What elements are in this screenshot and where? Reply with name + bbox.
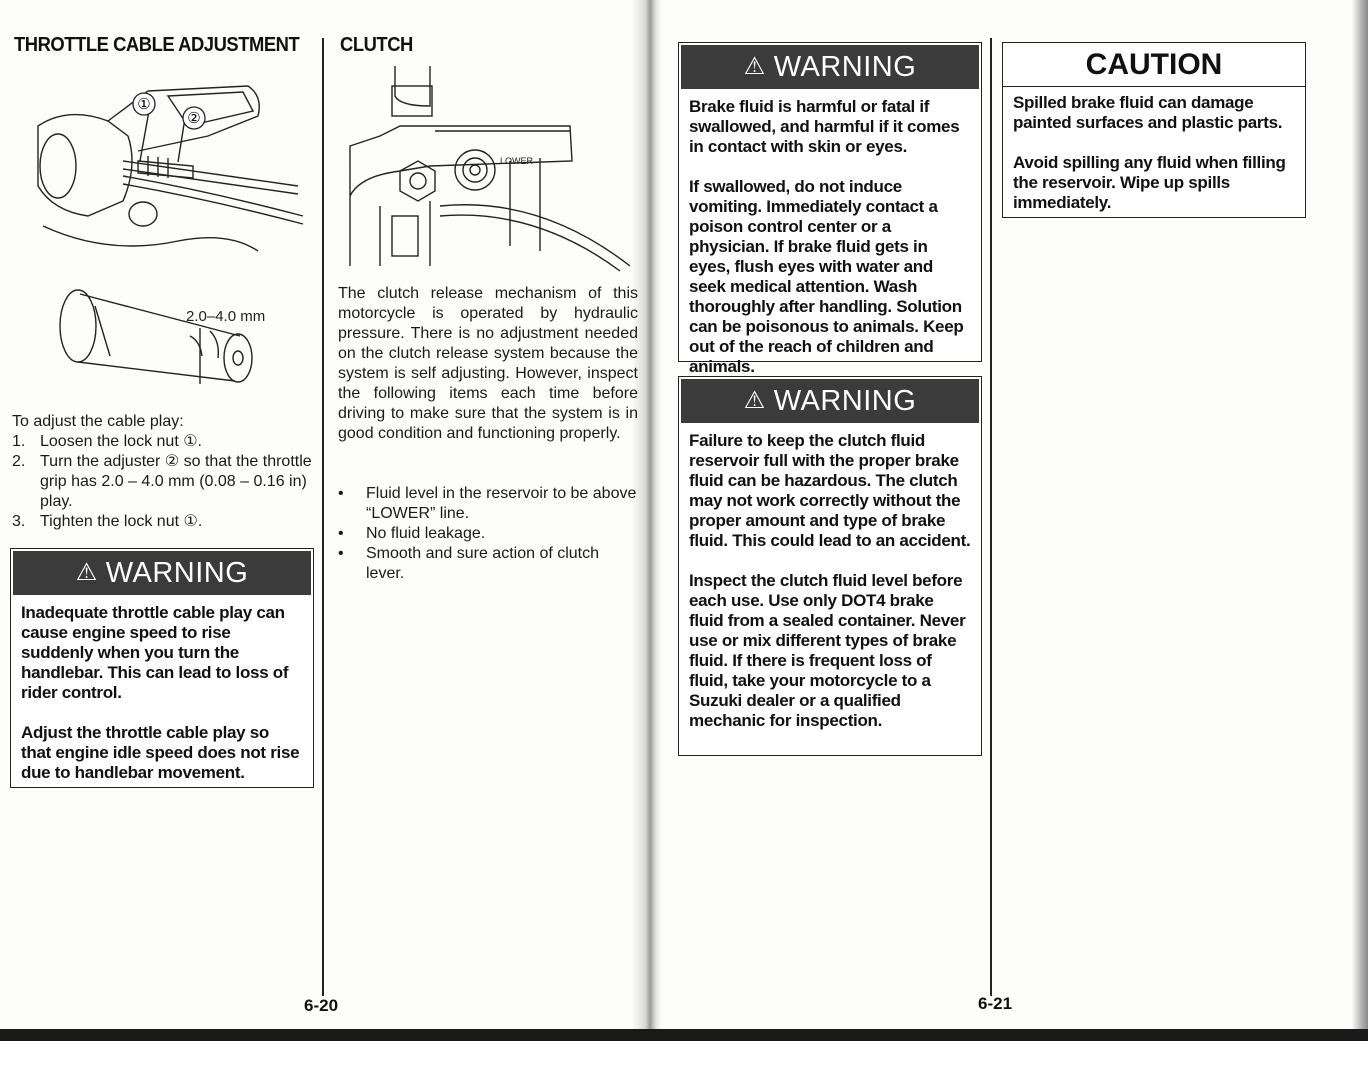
page-number-left: 6-20: [304, 996, 339, 1015]
throttle-steps: [12, 432, 316, 532]
lower-mark-label: LOWER: [500, 156, 534, 166]
warning-paragraph: If swallowed, do not induce vomiting. Immediately contact a poison control center or a physician. If brake fluid gets in eyes, flush eyes with water and seek medical attention. Wash thoroughly after handling. Solution can be poisonous to animals. Keep out of the reach of children and animals.: [689, 177, 964, 376]
brake-fluid-warning-box: [678, 42, 982, 376]
warning-header: [681, 45, 979, 89]
column-divider: [990, 38, 992, 996]
warning-body: [679, 91, 981, 377]
warning-title: WARNING: [773, 385, 917, 417]
warning-paragraph: Brake fluid is harmful or fatal if swallowed, and harmful if it comes in contact with skin or eyes.: [689, 97, 960, 156]
callout-1: ①: [137, 96, 151, 113]
clutch-intro: The clutch release mechanism of this motorcycle is operated by hydraulic pressure. There is no adjustment needed on the clutch release system because the system is self adjusting. However, inspect the following items each time before driving to make sure that the system is in good condition and functioning properly.: [338, 285, 638, 442]
caution-paragraph: Spilled brake fluid can damage painted surfaces and plastic parts.: [1013, 93, 1283, 132]
warning-body: [11, 597, 313, 783]
caution-body: [1003, 87, 1305, 213]
warning-title: WARNING: [105, 557, 249, 589]
step-text: Loosen the lock nut ①.: [40, 433, 202, 450]
step-number: 3.: [12, 513, 26, 530]
throttle-grip-illustration: [50, 286, 290, 396]
throttle-warning-box: [10, 548, 314, 788]
clutch-fluid-warning-box: [678, 376, 982, 756]
warning-header: [13, 551, 311, 595]
warning-paragraph: Failure to keep the clutch fluid reservoir full with the proper brake fluid can be hazardous. The clutch may not work correctly without the proper amount and type of brake fluid. This could lead to an accident.: [689, 431, 971, 550]
warning-paragraph: Inadequate throttle cable play can cause engine speed to rise suddenly when you turn the handlebar. This can lead to loss of rider control.: [21, 603, 289, 702]
bottom-band: [0, 1029, 1368, 1041]
warning-triangle-icon: ⚠: [75, 559, 98, 586]
page-number-right: 6-21: [978, 994, 1013, 1013]
column-divider: [322, 38, 324, 996]
check-list-item: • Smooth and sure action of clutch lever.: [338, 544, 638, 584]
step-item: [12, 432, 316, 452]
throttle-cable-illustration: [28, 66, 318, 266]
page-edge: [1352, 0, 1368, 1034]
warning-paragraph: Inspect the clutch fluid level before each use. Use only DOT4 brake fluid from a sealed container. Never use or mix different types of brake fluid. If there is frequent loss of fluid, take your motorcycle to a Suzuki dealer or a qualified mechanic for inspection.: [689, 571, 966, 730]
warning-header: [681, 379, 979, 423]
clutch-section-title: CLUTCH: [340, 34, 413, 56]
warning-title: WARNING: [773, 51, 917, 83]
grip-play-label: 2.0–4.0 mm: [186, 308, 266, 325]
caution-title: CAUTION: [1003, 43, 1305, 87]
warning-body: [679, 425, 981, 731]
step-item: [12, 512, 316, 532]
caution-paragraph: Avoid spilling any fluid when filling the reservoir. Wipe up spills immediately.: [1013, 153, 1286, 212]
callout-2: ②: [187, 110, 201, 127]
step-number: 1.: [12, 433, 26, 450]
throttle-section-title: THROTTLE CABLE ADJUSTMENT: [14, 34, 300, 56]
check-list-item: • Fluid level in the reservoir to be above “LOWER” line.: [338, 484, 638, 524]
warning-triangle-icon: ⚠: [743, 53, 766, 80]
step-number: 2.: [12, 453, 26, 470]
step-text: Turn the adjuster ② so that the throttle grip has 2.0 – 4.0 mm (0.08 – 0.16 in) play.: [40, 453, 312, 510]
warning-triangle-icon: ⚠: [743, 387, 766, 414]
warning-paragraph: Adjust the throttle cable play so that engine idle speed does not rise due to handlebar movement.: [21, 723, 300, 782]
caution-box: [1002, 42, 1306, 218]
step-text: Tighten the lock nut ①.: [40, 513, 203, 530]
check-list-item: • No fluid leakage.: [338, 524, 638, 544]
clutch-check-list: [338, 484, 638, 584]
bottom-margin: [0, 1041, 1368, 1080]
step-item: [12, 452, 316, 512]
clutch-reservoir-illustration: [340, 66, 636, 276]
throttle-intro: To adjust the cable play:: [12, 413, 184, 430]
